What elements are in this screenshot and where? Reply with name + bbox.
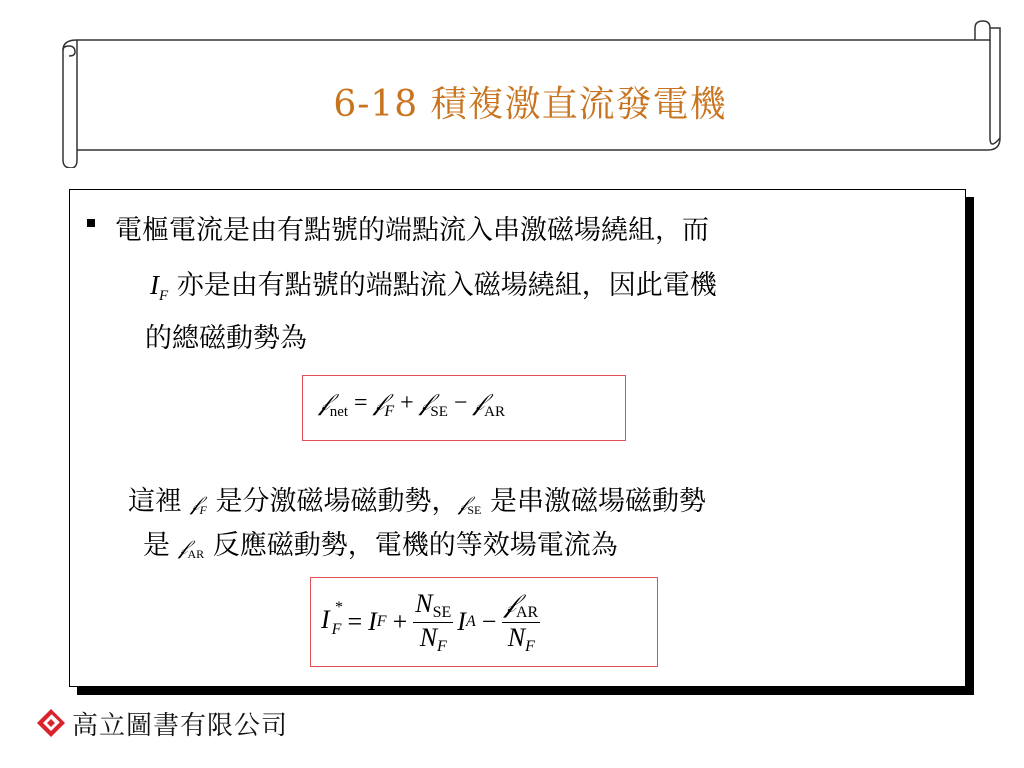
paragraph-line-3: 的總磁動勢為 (145, 323, 307, 354)
eq1-t1-symbol: 𝒻 (373, 390, 385, 416)
paragraph-line-5 (143, 526, 618, 574)
eq2-frac1-num: N (415, 588, 433, 618)
if-symbol: I (150, 270, 159, 300)
eq1-equals: = (354, 390, 368, 416)
line-4-a: 這裡 (128, 486, 191, 517)
eq2-t1-sub: F (376, 613, 387, 630)
publisher-name: 高立圖書有限公司 (72, 710, 289, 741)
publisher-logo-icon (36, 708, 66, 738)
publisher-footer (36, 703, 288, 743)
eq2-t2: I (457, 607, 466, 636)
line-5-sub: AR (187, 547, 205, 561)
line-2-text: 亦是由有點號的端點流入磁場繞組，因此電機 (168, 270, 717, 301)
eq2-lhs-sup: * (335, 599, 343, 616)
eq1-minus: − (453, 390, 468, 416)
eq2-plus: + (392, 607, 408, 636)
line-5-b: 反應磁動勢，電機的等效場電流為 (204, 530, 618, 561)
line-4-comma: ， (964, 486, 991, 517)
slide-title: 6-18 積複激直流發電機 (333, 84, 727, 125)
eq1-lhs-sub: net (329, 404, 349, 420)
eq1-t1-sub: F (384, 403, 395, 420)
eq2-frac2-num-sub: AR (516, 603, 539, 621)
eq1-t2-sub: SE (430, 404, 448, 420)
line-4-b: 是分激磁場磁動勢， (206, 486, 459, 517)
equation-equivalent-field-current (310, 577, 658, 667)
eq1-t2-symbol: 𝒻 (419, 390, 431, 416)
eq2-frac1-den-sub: F (437, 637, 447, 655)
line-4-sub1: F (199, 503, 207, 517)
title-banner (55, 18, 1005, 168)
eq1-t3-sub: AR (484, 404, 505, 420)
equation-net-mmf (302, 375, 626, 441)
paragraph-line-1: 電樞電流是由有點號的端點流入串激磁場繞組，而 (115, 215, 709, 246)
eq2-frac2-den-sub: F (525, 637, 535, 655)
bullet-marker (87, 219, 95, 227)
line-5-sym: 𝒻 (178, 537, 188, 559)
eq2-frac1-den: N (419, 622, 438, 652)
eq1-lhs-symbol: 𝒻 (319, 390, 330, 416)
eq2-lhs: I (321, 605, 330, 634)
eq2-frac2-den: N (507, 622, 526, 652)
line-4-sym2: 𝒻 (458, 493, 468, 515)
eq2-frac1-num-sub: SE (432, 603, 452, 621)
line-4-sub2: SE (467, 503, 482, 517)
paragraph-line-4 (128, 482, 706, 530)
line-4-c: 是串激磁場磁動勢 (481, 486, 706, 517)
eq1-plus: + (400, 390, 414, 416)
line-5-a: 是 (143, 530, 179, 561)
eq2-t2-sub: A (465, 613, 476, 630)
paragraph-line-2 (150, 265, 717, 316)
eq2-frac2-num-sym: 𝒻 (504, 588, 516, 618)
eq2-t1: I (368, 607, 377, 636)
eq1-t3-symbol: 𝒻 (473, 390, 485, 416)
eq2-fraction-1 (413, 589, 453, 656)
eq2-fraction-2 (502, 589, 540, 656)
if-subscript: F (159, 288, 169, 304)
line-4-sym1: 𝒻 (190, 493, 200, 515)
eq2-equals: = (347, 607, 363, 636)
eq2-lhs-sub: F (331, 621, 342, 638)
eq2-minus: − (481, 607, 497, 636)
